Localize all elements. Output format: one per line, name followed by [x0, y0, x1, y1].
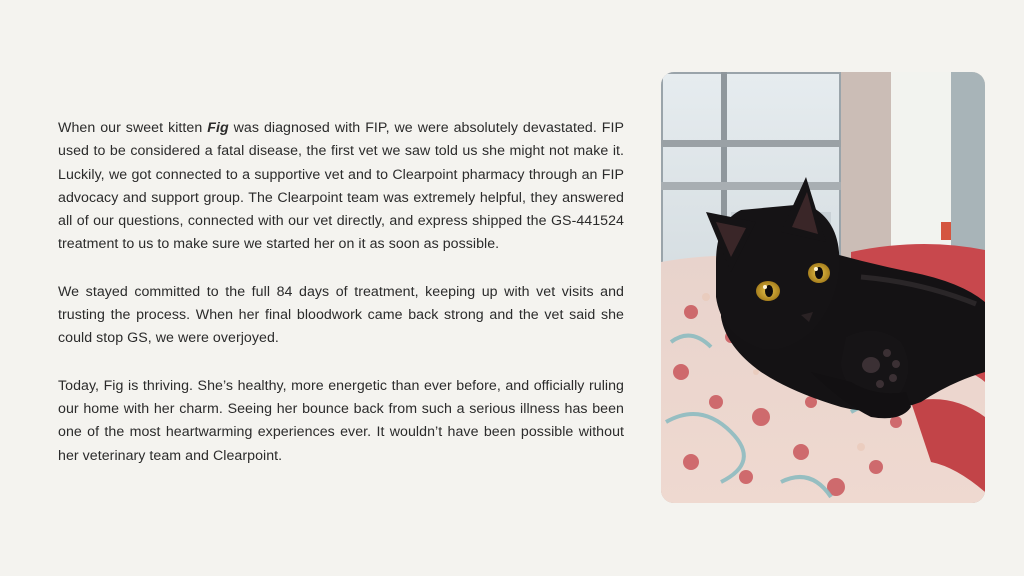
kitten-name: Fig — [207, 120, 229, 136]
story-paragraph-2: We stayed committed to the full 84 days of treatment, keeping up with vet visits and trusting the process. When her final bloodwork came back strong and the vet said she could stop GS, we were overjoyed. — [58, 283, 624, 347]
cat-photo — [661, 72, 985, 503]
story-paragraph-1 — [58, 117, 624, 257]
black-cat-illustration — [661, 72, 985, 503]
story-text: When our sweet kitten — [58, 120, 208, 136]
testimonial-text — [58, 117, 624, 468]
story-paragraph-3: Today, Fig is thriving. She’s healthy, more energetic than ever before, and officially ruling our home with her charm. Seeing her bounce back from such a serious illness has been one of the most heartwarming experiences ever. It wouldn’t have been possible without her veterinary team and Clearpoint. — [58, 377, 624, 464]
story-text: was diagnosed with FIP, we were absolutely devastated. FIP used to be considered a fatal disease, the first vet we saw told us she might not make it. Luckily, we got connected to a supportive vet and to Clearpoint pharmacy through an FIP advocacy and support group. The Clearpoint team was extremely helpful, they answered all of our questions, connected with our vet directly, and express shipped the GS-441524 treatment to us to make sure we started her on it as soon as possible. — [58, 120, 624, 253]
